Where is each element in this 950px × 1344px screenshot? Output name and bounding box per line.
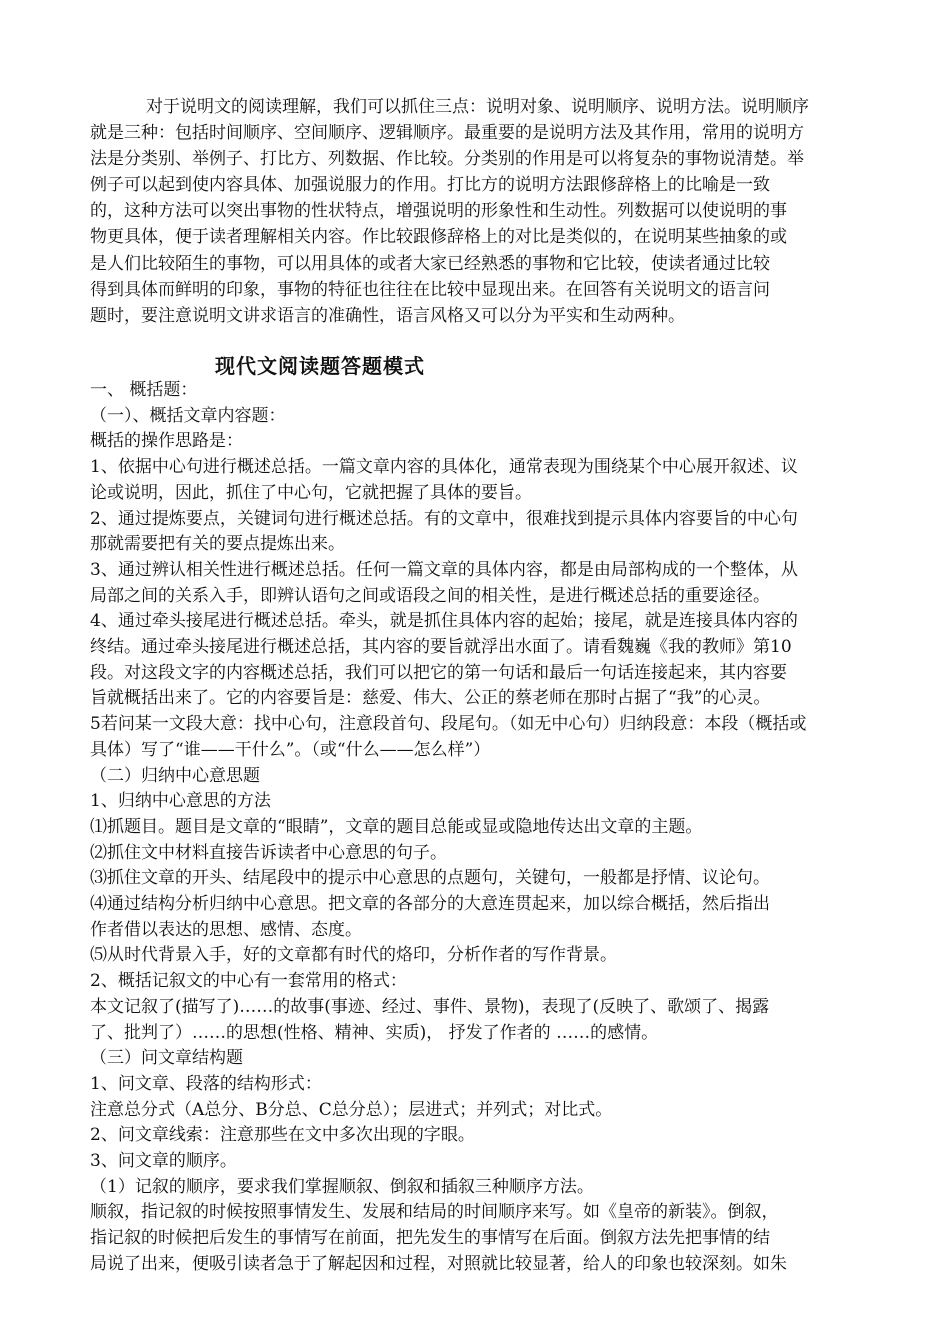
- body-line: 3、通过辨认相关性进行概述总括。任何一篇文章的具体内容，都是由局部构成的一个整体，从: [90, 560, 798, 580]
- intro-line: 就是三种：包括时间顺序、空间顺序、逻辑顺序。最重要的是说明方法及其作用，常用的说明方: [90, 123, 804, 143]
- intro-line: 的，这种方法可以突出事物的性状特点，增强说明的形象性和生动性。列数据可以使说明的事: [90, 201, 787, 221]
- body-line: ⑵抓住文中材料直接告诉读者中心意思的句子。: [90, 843, 447, 863]
- body-line: 终结。通过牵头接尾进行概述总括，其内容的要旨就浮出水面了。请看魏巍《我的教师》第10: [90, 637, 792, 657]
- body-line: （二）归纳中心意思题: [90, 766, 260, 786]
- body-line: 注意总分式（A总分、B分总、C总分总）；层进式；并列式；对比式。: [90, 1100, 613, 1120]
- body-line: 5若问某一文段大意：找中心句，注意段首句、段尾句。（如无中心句）归纳段意：本段（概括或: [90, 714, 807, 734]
- body-line: 旨就概括出来了。它的内容要旨是：慈爱、伟大、公正的蔡老师在那时占据了“我”的心灵。: [90, 688, 771, 708]
- intro-line: 得到具体而鲜明的印象，事物的特征也往往在比较中显现出来。在回答有关说明文的语言问: [90, 280, 770, 300]
- body-line: 局说了出来，便吸引读者急于了解起因和过程，对照就比较显著，给人的印象也较深刻。如朱: [90, 1254, 787, 1274]
- body-line: ⑷通过结构分析归纳中心意思。把文章的各部分的大意连贯起来，加以综合概括，然后指出: [90, 894, 770, 914]
- intro-line: 法是分类别、举例子、打比方、列数据、作比较。分类别的作用是可以将复杂的事物说清楚。举: [90, 149, 804, 169]
- body-line: 概括的操作思路是：: [90, 431, 243, 451]
- body-line: 顺叙，指记叙的时候按照事情发生、发展和结局的时间顺序来写。如《皇帝的新装》。倒叙，: [90, 1202, 779, 1222]
- body-line: 4、通过牵头接尾进行概述总括。牵头，就是抓住具体内容的起始；接尾，就是连接具体内容的: [90, 611, 798, 631]
- body-line: 论或说明，因此，抓住了中心句，它就把握了具体的要旨。: [90, 483, 532, 503]
- body-line: 局部之间的关系入手，即辨认语句之间或语段之间的相关性，是进行概述总括的重要途径。: [90, 586, 770, 606]
- body-line: （一）、概括文章内容题：: [90, 406, 286, 426]
- body-line: 1、问文章、段落的结构形式：: [90, 1074, 322, 1094]
- intro-line: 对于说明文的阅读理解，我们可以抓住三点：说明对象、说明顺序、说明方法。说明顺序: [146, 97, 809, 117]
- body-line: 2、概括记叙文的中心有一套常用的格式：: [90, 971, 407, 991]
- intro-line: 例子可以起到使内容具体、加强说服力的作用。打比方的说明方法跟修辞格上的比喻是一致: [90, 175, 770, 195]
- body-line: （1）记叙的顺序，要求我们掌握顺叙、倒叙和插叙三种顺序方法。: [90, 1177, 594, 1197]
- body-line: 了、批判了）……的思想(性格、精神、实质)， 抒发了作者的 ……的感情。: [90, 1023, 659, 1043]
- body-line: 3、问文章的顺序。: [90, 1151, 237, 1171]
- body-line: ⑸从时代背景入手，好的文章都有时代的烙印，分析作者的写作背景。: [90, 945, 617, 965]
- body-line: 2、通过提炼要点，关键词句进行概述总括。有的文章中，很难找到提示具体内容要旨的中心句: [90, 509, 798, 529]
- section-title: 现代文阅读题答题模式: [215, 354, 425, 378]
- body-line: ⑶抓住文章的开头、结尾段中的提示中心意思的点题句，关键句，一般都是抒情、议论句。: [90, 868, 770, 888]
- body-line: 段。对这段文字的内容概述总括，我们可以把它的第一句话和最后一句话连接起来，其内容要: [90, 663, 787, 683]
- body-line: 一、 概括题：: [90, 380, 198, 400]
- body-line: ⑴抓题目。题目是文章的“眼睛”，文章的题目总能或显或隐地传达出文章的主题。: [90, 817, 703, 837]
- intro-line: 题时，要注意说明文讲求语言的准确性，语言风格又可以分为平实和生动两种。: [90, 306, 685, 326]
- intro-line: 物更具体，便于读者理解相关内容。作比较跟修辞格上的对比是类似的，在说明某些抽象的或: [90, 227, 787, 247]
- intro-line: 是人们比较陌生的事物，可以用具体的或者大家已经熟悉的事物和它比较，使读者通过比较: [90, 254, 770, 274]
- body-line: （三）问文章结构题: [90, 1048, 243, 1068]
- body-line: 本文记叙了(描写了)……的故事(事迹、经过、事件、景物)，表现了(反映了、歌颂了、揭露: [90, 997, 770, 1017]
- body-line: 2、问文章线索：注意那些在文中多次出现的字眼。: [90, 1125, 475, 1145]
- body-line: 1、依据中心句进行概述总括。一篇文章内容的具体化，通常表现为围绕某个中心展开叙述、议: [90, 457, 798, 477]
- body-line: 指记叙的时候把后发生的事情写在前面，把先发生的事情写在后面。倒叙方法先把事情的结: [90, 1228, 770, 1248]
- body-line: 1、归纳中心意思的方法: [90, 791, 271, 811]
- body-line: 具体）写了“谁——干什么”。（或“什么——怎么样”）: [90, 740, 491, 760]
- body-line: 那就需要把有关的要点提炼出来。: [90, 534, 345, 554]
- body-line: 作者借以表达的思想、感情、态度。: [90, 920, 362, 940]
